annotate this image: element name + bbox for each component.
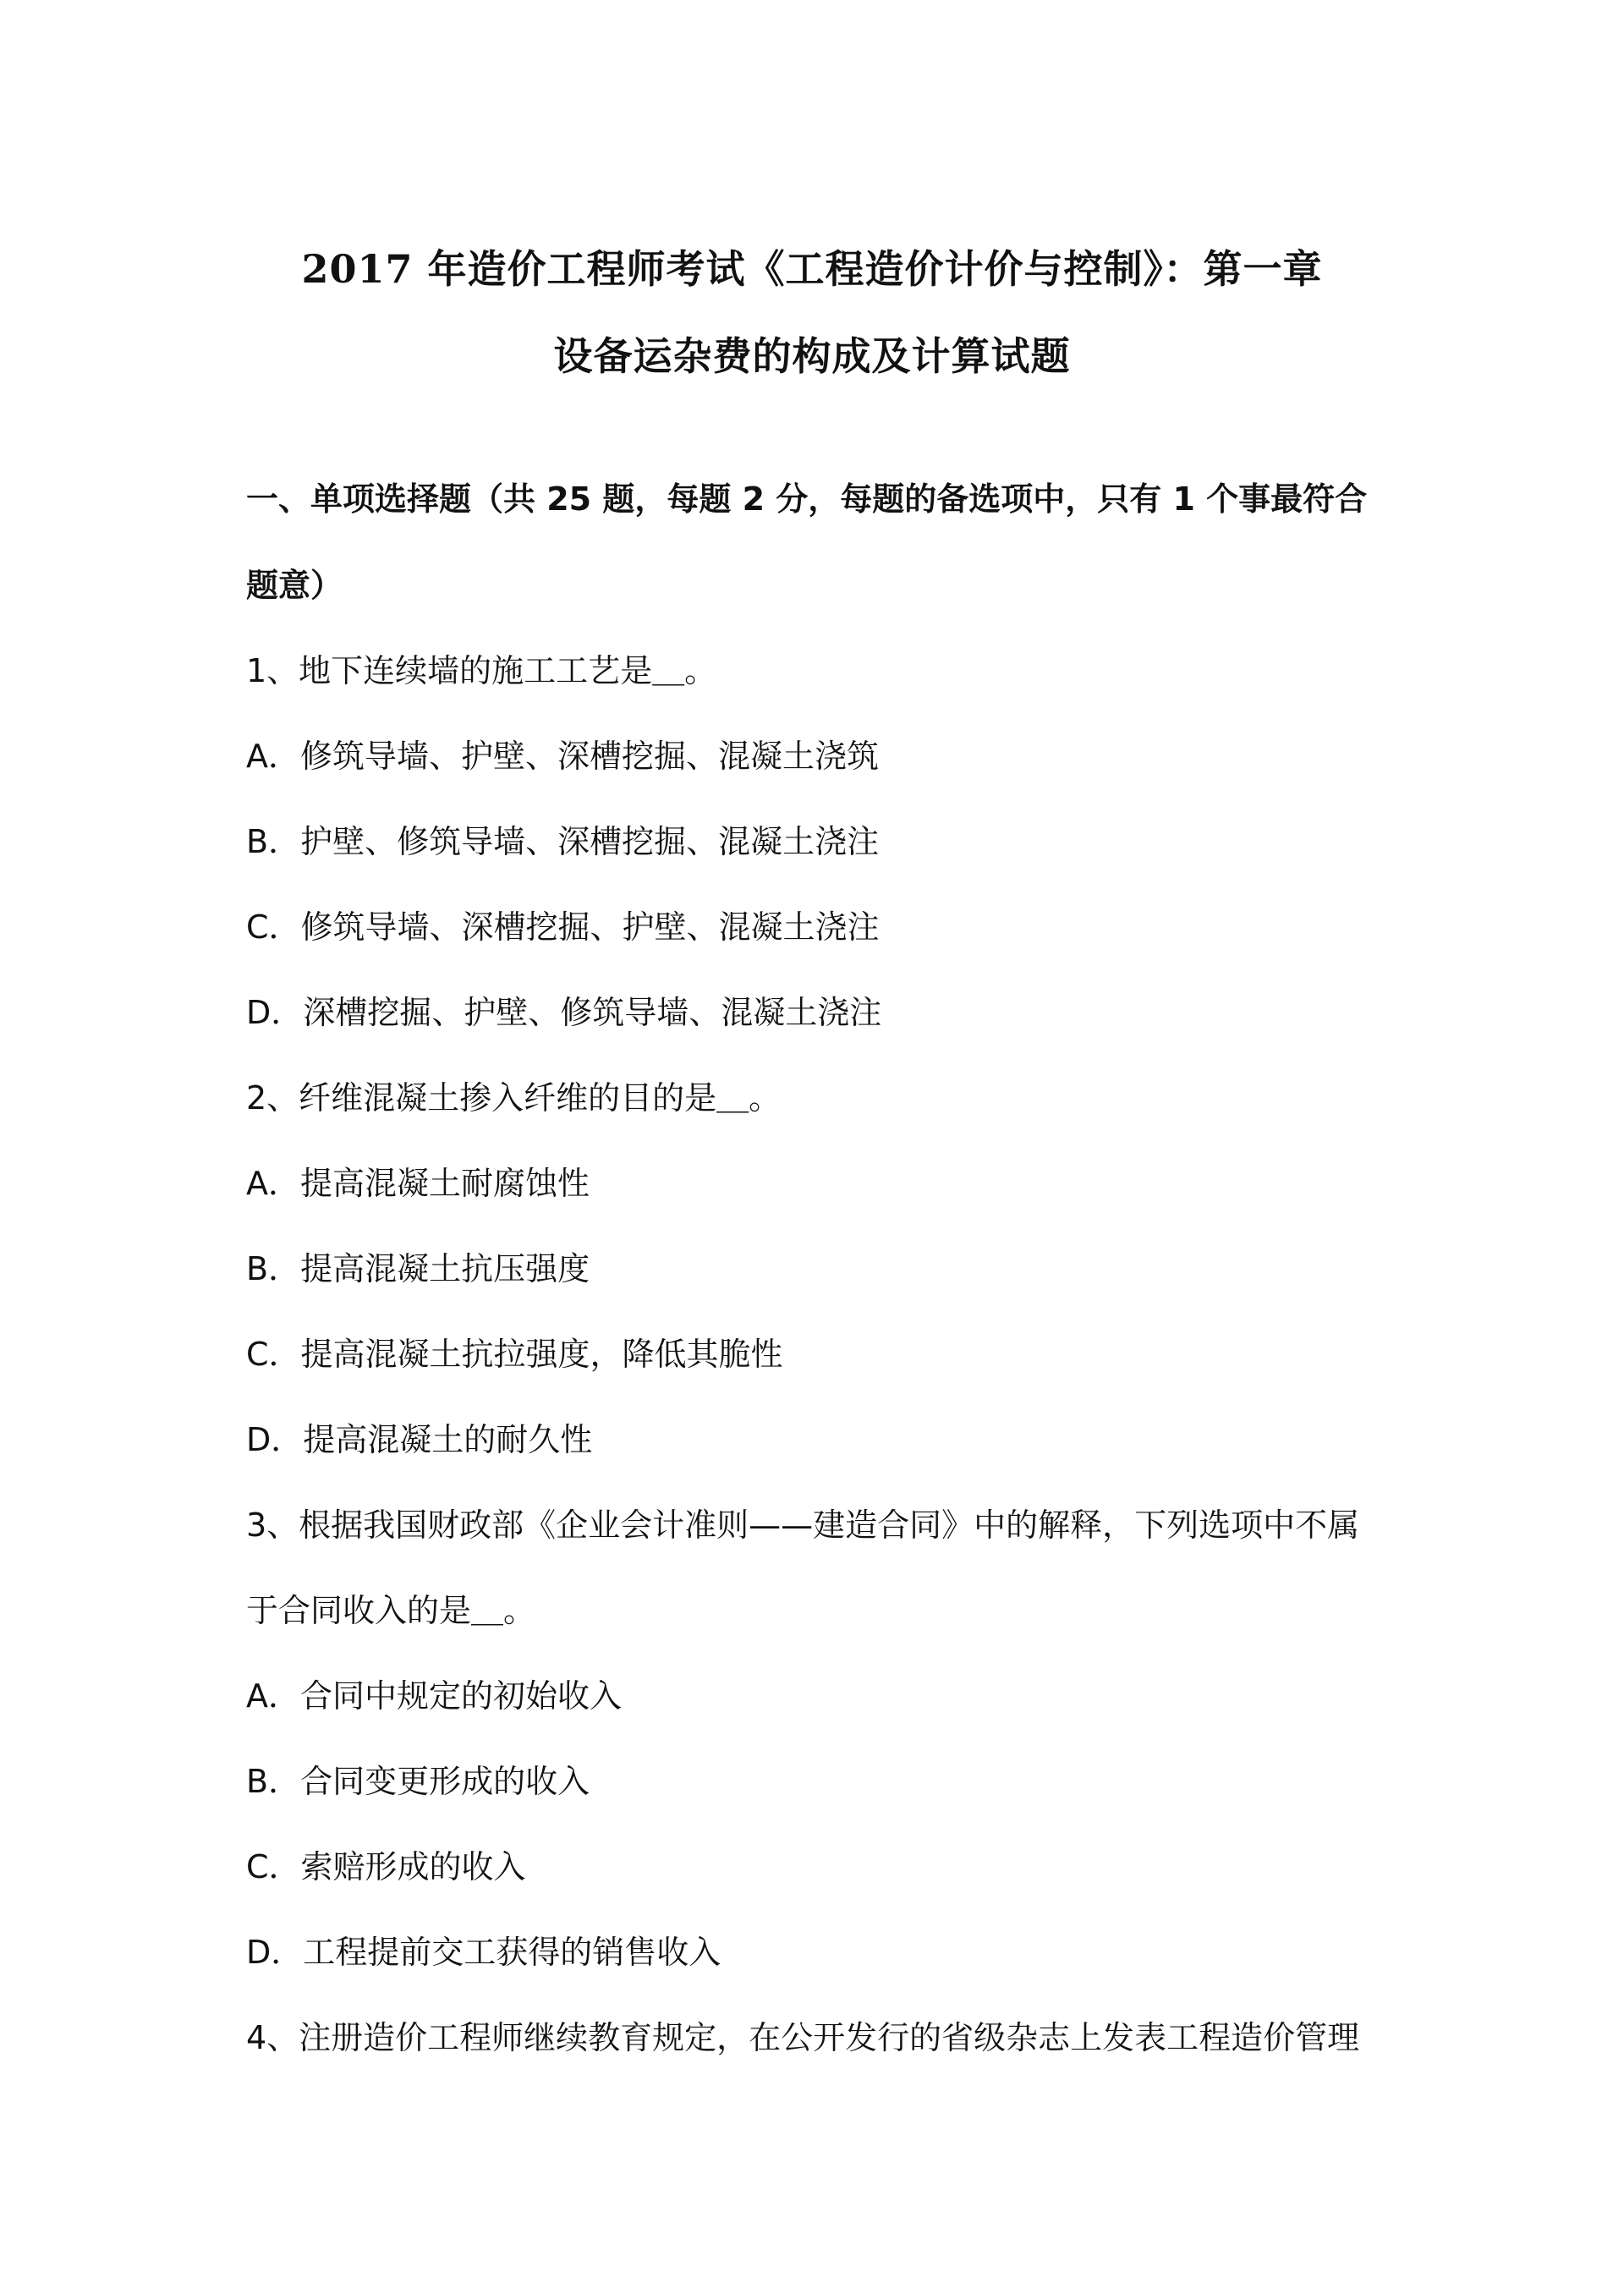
question-1-option-b: B．护壁、修筑导墙、深槽挖掘、混凝土浇注: [246, 823, 880, 860]
question-2-stem: 2、纤维混凝土掺入纤维的目的是＿。: [246, 1079, 782, 1117]
section-heading-line-1: 一、单项选择题（共 25 题，每题 2 分，每题的备选项中，只有 1 个事最符合: [246, 480, 1368, 518]
question-3-option-b: B．合同变更形成的收入: [246, 1763, 590, 1800]
question-1-option-a: A．修筑导墙、护壁、深槽挖掘、混凝土浇筑: [246, 738, 879, 775]
document-title-line-1: 2017 年造价工程师考试《工程造价计价与控制》：第一章: [301, 246, 1323, 292]
question-2-option-a: A．提高混凝土耐腐蚀性: [246, 1165, 590, 1202]
question-1-option-c: C．修筑导墙、深槽挖掘、护壁、混凝土浇注: [246, 908, 880, 946]
question-3-option-c: C．索赔形成的收入: [246, 1848, 526, 1885]
question-4-stem: 4、注册造价工程师继续教育规定，在公开发行的省级杂志上发表工程造价管理: [246, 2019, 1360, 2056]
question-2-option-d: D．提高混凝土的耐久性: [246, 1421, 593, 1458]
question-3-option-d: D．工程提前交工获得的销售收入: [246, 1934, 721, 1971]
question-3-stem-line-2: 于合同收入的是＿。: [246, 1592, 536, 1629]
question-1-option-d: D．深槽挖掘、护壁、修筑导墙、混凝土浇注: [246, 994, 882, 1031]
section-heading-line-2: 题意）: [246, 567, 343, 604]
question-3-stem-line-1: 3、根据我国财政部《企业会计准则——建造合同》中的解释，下列选项中不属: [246, 1506, 1360, 1544]
question-3-option-a: A．合同中规定的初始收入: [246, 1677, 622, 1715]
question-2-option-c: C．提高混凝土抗拉强度，降低其脆性: [246, 1336, 783, 1373]
document-title-line-2: 设备运杂费的构成及计算试题: [553, 333, 1071, 379]
question-1-stem: 1、地下连续墙的施工工艺是＿。: [246, 652, 717, 689]
question-2-option-b: B．提高混凝土抗压强度: [246, 1250, 590, 1287]
